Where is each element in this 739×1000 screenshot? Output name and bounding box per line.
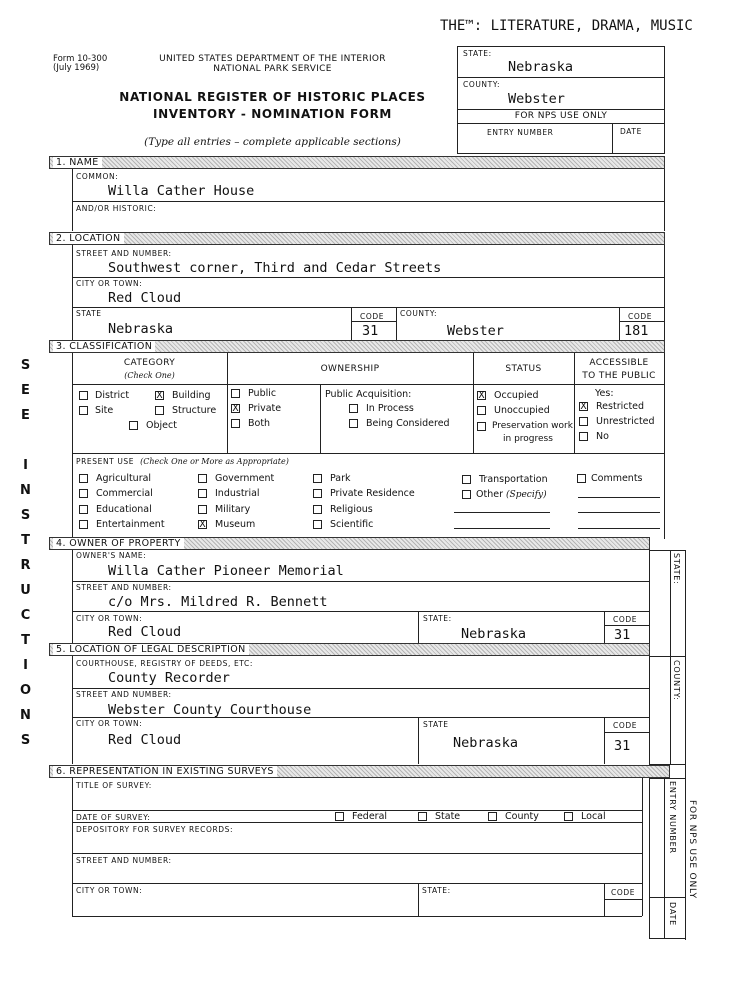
legal-city-value[interactable]: Red Cloud — [108, 732, 182, 748]
section-6-title: 6. REPRESENTATION IN EXISTING SURVEYS — [53, 766, 277, 777]
legal-city-label: CITY OR TOWN: — [76, 719, 143, 728]
legal-code-label: CODE — [613, 721, 638, 730]
preservation-checkbox[interactable] — [477, 422, 486, 431]
header-date-label: DATE — [620, 127, 642, 136]
district-checkbox[interactable] — [79, 391, 88, 400]
object-checkbox[interactable] — [129, 421, 138, 430]
unrestricted-label: Unrestricted — [596, 416, 655, 427]
other-text: Other — [476, 489, 503, 500]
military-checkbox[interactable] — [198, 505, 207, 514]
location-state-value[interactable]: Nebraska — [108, 321, 174, 337]
section-5-bar — [49, 643, 650, 656]
present-use-sub: (Check One or More as Appropriate) — [140, 457, 289, 466]
religious-label: Religious — [330, 504, 373, 515]
present-use-title: PRESENT USE — [76, 457, 135, 466]
location-code-value[interactable]: 31 — [362, 323, 379, 339]
military-label: Military — [215, 504, 251, 515]
preservation-label-2: in progress — [503, 434, 553, 444]
form-title-line1: NATIONAL REGISTER OF HISTORIC PLACES — [119, 90, 426, 104]
section-3-title: 3. CLASSIFICATION — [53, 341, 155, 352]
local-survey-checkbox[interactable] — [564, 812, 573, 821]
present-use-label — [76, 457, 289, 466]
structure-label: Structure — [172, 405, 217, 416]
owner-city-label: CITY OR TOWN: — [76, 614, 143, 623]
restricted-label: Restricted — [596, 401, 645, 412]
common-label: COMMON: — [76, 172, 119, 181]
common-name-value[interactable]: Willa Cather House — [108, 183, 255, 199]
district-label: District — [95, 390, 130, 401]
private-residence-label: Private Residence — [330, 488, 415, 499]
section-2-title: 2. LOCATION — [53, 233, 124, 244]
government-checkbox[interactable] — [198, 474, 207, 483]
both-checkbox[interactable] — [231, 419, 240, 428]
survey-title-label: TITLE OF SURVEY: — [76, 781, 152, 790]
park-checkbox[interactable] — [313, 474, 322, 483]
type-instructions: (Type all entries – complete applicable sections) — [144, 136, 401, 148]
header-state-value: Nebraska — [508, 59, 574, 75]
preservation-label-1: Preservation work — [492, 421, 573, 431]
industrial-checkbox[interactable] — [198, 489, 207, 498]
government-label: Government — [215, 473, 275, 484]
ownership-header: OWNERSHIP — [320, 364, 380, 374]
side-date-label: DATE — [668, 902, 677, 927]
other-specify: (Specify) — [506, 490, 547, 500]
section-4-title: 4. OWNER OF PROPERTY — [53, 538, 184, 549]
occupied-checkbox[interactable]: X — [478, 390, 485, 401]
public-acquisition-label: Public Acquisition: — [325, 389, 412, 400]
location-county-value[interactable]: Webster — [447, 323, 504, 339]
department-name: UNITED STATES DEPARTMENT OF THE INTERIOR — [159, 54, 386, 64]
owner-street-label: STREET AND NUMBER: — [76, 583, 172, 592]
location-city-label: CITY OR TOWN: — [76, 279, 143, 288]
in-process-checkbox[interactable] — [349, 404, 358, 413]
form-title-line2: INVENTORY - NOMINATION FORM — [153, 107, 392, 121]
transportation-label: Transportation — [479, 474, 548, 485]
survey-code-label: CODE — [611, 888, 636, 897]
legal-state-label: STATE — [423, 720, 449, 729]
owner-state-label: STATE: — [423, 614, 452, 623]
theme-line: THE™: LITERATURE, DRAMA, MUSIC — [440, 18, 693, 34]
unrestricted-checkbox[interactable] — [579, 417, 588, 426]
park-label: Park — [330, 473, 351, 484]
owner-city-value[interactable]: Red Cloud — [108, 624, 182, 640]
section-6-bar — [49, 765, 670, 778]
agency-block — [130, 54, 415, 74]
category-header: CATEGORY — [123, 358, 176, 368]
unoccupied-checkbox[interactable] — [477, 406, 486, 415]
restricted-checkbox[interactable]: X — [580, 401, 587, 412]
site-label: Site — [95, 405, 114, 416]
side-nps-label: FOR NPS USE ONLY — [687, 800, 697, 899]
section-3-bar — [49, 340, 665, 353]
owner-street-value[interactable]: c/o Mrs. Mildred R. Bennett — [108, 594, 328, 610]
scientific-label: Scientific — [330, 519, 374, 530]
legal-state-value[interactable]: Nebraska — [453, 735, 519, 751]
state-survey-checkbox[interactable] — [418, 812, 427, 821]
category-sub: (Check One) — [124, 371, 175, 380]
survey-state-label: STATE: — [422, 886, 451, 895]
see-instructions-label: SEE INSTRUCTIONS — [18, 358, 33, 758]
private-label: Private — [248, 403, 282, 414]
header-entry-label: ENTRY NUMBER — [487, 128, 554, 137]
county-survey-checkbox[interactable] — [488, 812, 497, 821]
industrial-label: Industrial — [215, 488, 260, 499]
legal-street-label: STREET AND NUMBER: — [76, 690, 172, 699]
header-county-label: COUNTY: — [463, 80, 501, 89]
depository-label: DEPOSITORY FOR SURVEY RECORDS: — [76, 825, 234, 834]
being-considered-checkbox[interactable] — [349, 419, 358, 428]
federal-label: Federal — [352, 811, 388, 822]
survey-street-label: STREET AND NUMBER: — [76, 856, 172, 865]
commercial-label: Commercial — [96, 488, 153, 499]
commercial-checkbox[interactable] — [79, 489, 88, 498]
header-nps-label: FOR NPS USE ONLY — [514, 111, 608, 121]
no-checkbox[interactable] — [579, 432, 588, 441]
scientific-checkbox[interactable] — [313, 520, 322, 529]
in-process-label: In Process — [366, 403, 414, 414]
side-county-label: COUNTY: — [672, 660, 681, 701]
public-label: Public — [248, 388, 277, 399]
religious-checkbox[interactable] — [313, 505, 322, 514]
location-city-value[interactable]: Red Cloud — [108, 290, 182, 306]
yes-label: Yes: — [595, 388, 614, 399]
section-1-bar — [49, 156, 665, 169]
side-entry-number-label: ENTRY NUMBER — [668, 781, 677, 854]
side-state-label: STATE: — [672, 553, 681, 585]
section-2-bar — [49, 232, 665, 245]
location-street-value[interactable]: Southwest corner, Third and Cedar Streets — [108, 260, 442, 276]
museum-label: Museum — [215, 519, 256, 530]
accessible-header — [574, 357, 664, 383]
private-residence-checkbox[interactable] — [313, 489, 322, 498]
owner-code-value[interactable]: 31 — [614, 627, 631, 643]
owner-name-value[interactable]: Willa Cather Pioneer Memorial — [108, 563, 344, 579]
legal-code-value[interactable]: 31 — [614, 738, 631, 754]
accessible-line2: TO THE PUBLIC — [582, 371, 656, 381]
state-survey-label: State — [435, 811, 461, 822]
entertainment-checkbox[interactable] — [79, 520, 88, 529]
occupied-label: Occupied — [494, 390, 539, 401]
location-state-label: STATE — [76, 309, 102, 318]
form-number — [53, 55, 107, 73]
building-checkbox[interactable]: X — [156, 390, 163, 401]
comments-label: Comments — [591, 473, 643, 484]
courthouse-label: COURTHOUSE, REGISTRY OF DEEDS, ETC: — [76, 659, 253, 668]
entertainment-label: Entertainment — [96, 519, 165, 530]
courthouse-value[interactable]: County Recorder — [108, 670, 230, 686]
service-name: NATIONAL PARK SERVICE — [213, 64, 332, 74]
survey-city-label: CITY OR TOWN: — [76, 886, 143, 895]
section-5-title: 5. LOCATION OF LEGAL DESCRIPTION — [53, 644, 249, 655]
private-checkbox[interactable]: X — [232, 403, 239, 414]
unoccupied-label: Unoccupied — [494, 405, 550, 416]
county-survey-label: County — [505, 811, 539, 822]
location-county-code-value[interactable]: 181 — [624, 323, 649, 339]
owner-name-label: OWNER'S NAME: — [76, 551, 147, 560]
accessible-line1: ACCESSIBLE — [589, 358, 649, 368]
agricultural-checkbox[interactable] — [79, 474, 88, 483]
form-title — [115, 89, 430, 123]
header-county-value: Webster — [508, 91, 565, 107]
being-considered-label: Being Considered — [366, 418, 450, 429]
owner-state-value[interactable]: Nebraska — [461, 626, 527, 642]
other-checkbox[interactable] — [462, 490, 471, 499]
site-checkbox[interactable] — [79, 406, 88, 415]
other-label — [476, 489, 547, 500]
object-label: Object — [146, 420, 177, 431]
educational-label: Educational — [96, 504, 152, 515]
header-state-label: STATE: — [463, 49, 492, 58]
form-date-text: (July 1969) — [53, 63, 100, 73]
location-county-code-label: CODE — [628, 312, 653, 321]
museum-checkbox[interactable]: X — [199, 519, 206, 530]
building-label: Building — [172, 390, 211, 401]
form-number-text: Form 10-300 — [53, 54, 108, 64]
location-code-label: CODE — [360, 312, 385, 321]
owner-code-label: CODE — [613, 615, 638, 624]
section-4-bar — [49, 537, 650, 550]
status-header: STATUS — [505, 364, 542, 374]
federal-checkbox[interactable] — [335, 812, 344, 821]
agricultural-label: Agricultural — [96, 473, 152, 484]
comments-checkbox[interactable] — [577, 474, 586, 483]
section-1-title: 1. NAME — [53, 157, 102, 168]
legal-street-value[interactable]: Webster County Courthouse — [108, 702, 312, 718]
public-checkbox[interactable] — [231, 389, 240, 398]
no-label: No — [596, 431, 609, 442]
local-survey-label: Local — [581, 811, 606, 822]
location-street-label: STREET AND NUMBER: — [76, 249, 172, 258]
educational-checkbox[interactable] — [79, 505, 88, 514]
structure-checkbox[interactable] — [155, 406, 164, 415]
historic-label: AND/OR HISTORIC: — [76, 204, 157, 213]
transportation-checkbox[interactable] — [462, 475, 471, 484]
location-county-label: COUNTY: — [400, 309, 438, 318]
survey-date-label: DATE OF SURVEY: — [76, 813, 151, 822]
both-label: Both — [248, 418, 271, 429]
